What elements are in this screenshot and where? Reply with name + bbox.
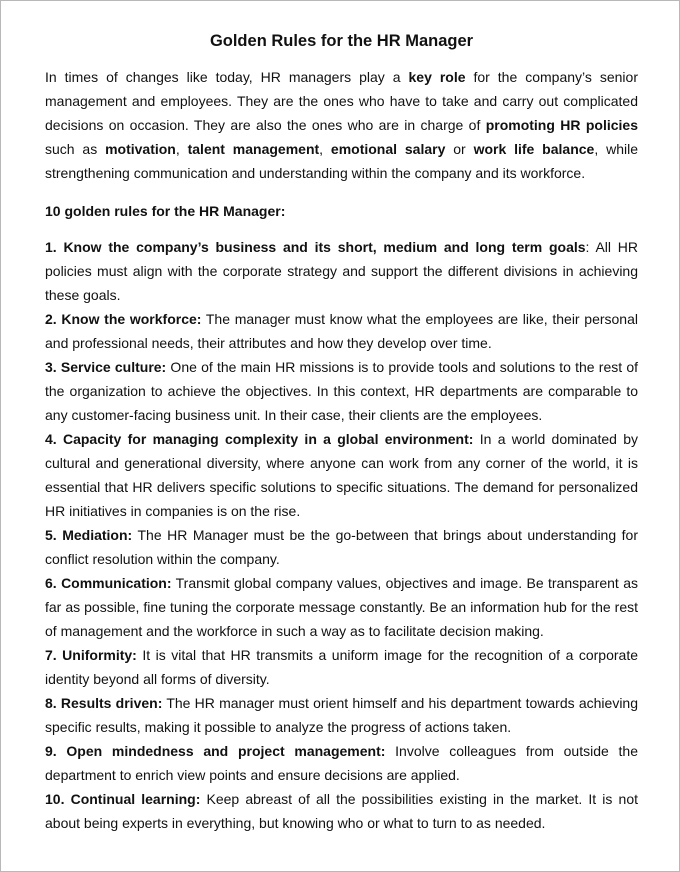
rules-list xyxy=(45,235,638,835)
document-title: Golden Rules for the HR Manager xyxy=(209,32,474,50)
rule-text: The manager must know what the employees are like, their personal and professional needs, their attributes and how they develop over time. xyxy=(45,311,638,351)
intro-bold: promoting HR policies xyxy=(485,117,638,133)
rule-item xyxy=(45,643,638,691)
rule-item xyxy=(45,355,638,427)
rule-text: In a world dominated by cultural and generational diversity, where anyone can work from any corner of the world, it is essential that HR delivers specific solutions to specific situations. The demand for personalized HR initiatives in companies is on the rise. xyxy=(45,431,638,519)
rule-text: It is vital that HR transmits a uniform image for the recognition of a corporate identity beyond all forms of diversity. xyxy=(45,647,638,687)
rule-label: 7. Uniformity: xyxy=(45,647,137,663)
rule-text: One of the main HR missions is to provide tools and solutions to the rest of the organization to achieve the objectives. In this context, HR departments are comparable to any customer-facing business unit. In their case, their clients are the employees. xyxy=(45,359,638,423)
rule-text: : All HR policies must align with the corporate strategy and support the different divisions in achieving these goals. xyxy=(45,239,638,303)
rule-item xyxy=(45,571,638,643)
rule-item xyxy=(45,427,638,523)
rule-item xyxy=(45,235,638,307)
intro-paragraph xyxy=(45,65,638,185)
rule-label: 9. Open mindedness and project management: xyxy=(45,743,386,759)
rule-text: Transmit global company values, objectives and image. Be transparent as far as possible, fine tuning the corporate message constantly. Be an information hub for the rest of management and the workforce in such a way as to facilitate decision making. xyxy=(45,575,638,639)
rule-text: Involve colleagues from outside the department to enrich view points and ensure decisions are applied. xyxy=(45,743,638,783)
intro-bold: work life balance xyxy=(473,141,595,157)
rule-text: Keep abreast of all the possibilities existing in the market. It is not about being experts in everything, but knowing who or what to turn to as needed. xyxy=(45,791,639,831)
rule-label: 6. Communication: xyxy=(45,575,172,591)
intro-bold: key role xyxy=(408,69,466,85)
rule-item xyxy=(45,523,638,571)
rule-item xyxy=(45,307,638,355)
intro-text: , xyxy=(319,141,331,157)
rule-label: 3. Service culture: xyxy=(45,359,167,375)
rule-label: 2. Know the workforce: xyxy=(45,311,202,327)
intro-text: , xyxy=(175,141,188,157)
rule-item xyxy=(45,739,638,787)
intro-bold: motivation xyxy=(105,141,176,157)
rule-text: The HR Manager must be the go-between that brings about understanding for conflict resolution within the company. xyxy=(45,527,638,567)
rule-label: 4. Capacity for managing complexity in a global environment: xyxy=(45,431,474,447)
intro-bold: emotional salary xyxy=(330,141,446,157)
rule-item xyxy=(45,691,638,739)
intro-text: , while strengthening communication and understanding within the company and its workforce. xyxy=(45,141,638,181)
rule-text: The HR manager must orient himself and his department towards achieving specific results, making it possible to analyze the progress of actions taken. xyxy=(45,695,638,735)
rule-label: 10. Continual learning: xyxy=(45,791,201,807)
rule-label: 5. Mediation: xyxy=(45,527,133,543)
intro-text: In times of changes like today, HR managers play a xyxy=(45,69,409,85)
rule-label: 1. Know the company’s business and its short, medium and long term goals xyxy=(45,239,586,255)
intro-bold: talent management xyxy=(187,141,320,157)
rules-subheading: 10 golden rules for the HR Manager: xyxy=(45,203,286,219)
intro-text: for the company’s senior management and employees. They are the ones who have to take and carry out complicated decisions on occasion. They are also the ones who are in charge of xyxy=(45,69,638,133)
intro-text: or xyxy=(445,141,474,157)
rule-label: 8. Results driven: xyxy=(45,695,163,711)
rule-item xyxy=(45,787,638,835)
intro-text: such as xyxy=(45,141,106,157)
